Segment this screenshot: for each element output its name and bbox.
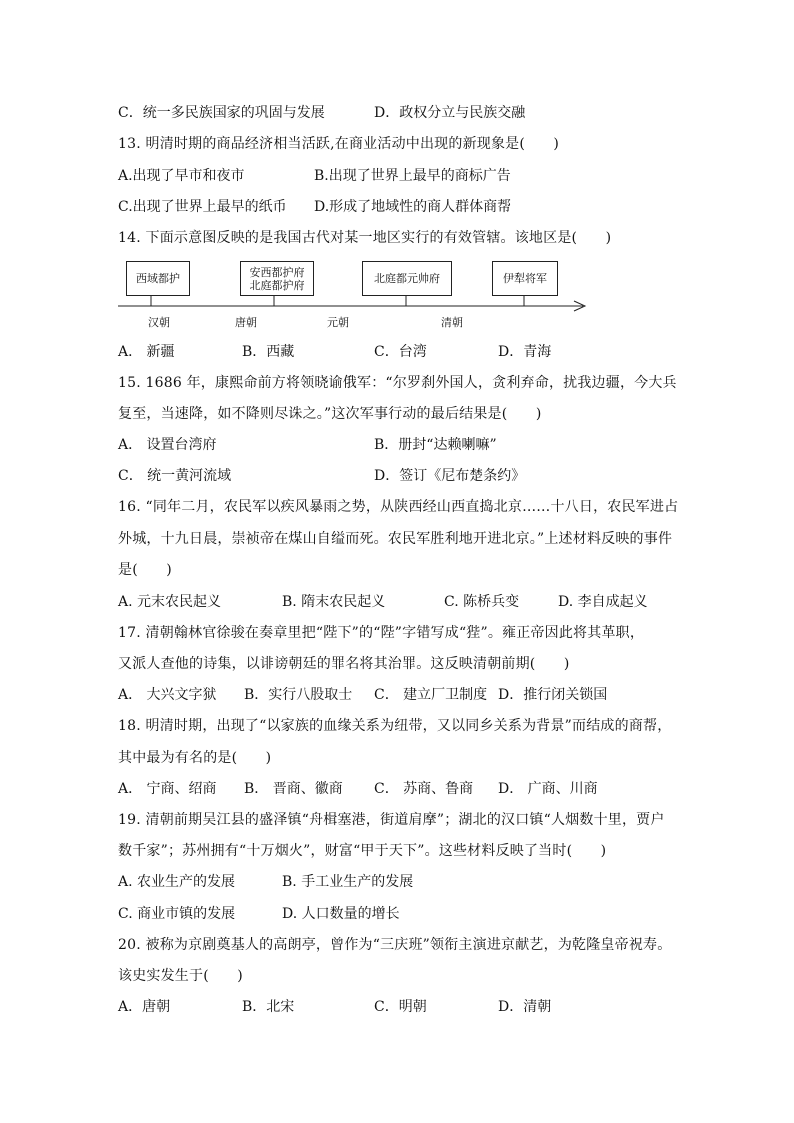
timeline-era-tang: 唐朝 bbox=[235, 316, 257, 329]
timeline-box-yuan-marshal bbox=[362, 261, 452, 296]
q17-option-b: B．实行八股取士 bbox=[244, 687, 353, 703]
q17-option-a: A． 大兴文字狱 bbox=[118, 687, 217, 703]
q13-option-d: D.形成了地域性的商人群体商帮 bbox=[314, 199, 512, 215]
q19-stem-line2: 数千家”；苏州拥有“十万烟火”，财富“甲于天下”。这些材料反映了当时( ) bbox=[118, 843, 607, 859]
q14-option-b: B．西藏 bbox=[242, 344, 295, 360]
q18-option-a: A． 宁商、绍商 bbox=[118, 781, 217, 797]
q20-option-c: C．明朝 bbox=[374, 999, 427, 1015]
q14-option-c: C．台湾 bbox=[374, 344, 427, 360]
q14-stem: 14. 下面示意图反映的是我国古代对某一地区实行的有效管辖。该地区是( ) bbox=[118, 230, 612, 246]
q16-stem-line1: 16. “同年二月，农民军以疾风暴雨之势，从陕西经山西直捣北京……十八日，农民军进占 bbox=[118, 499, 679, 515]
timeline-era-qing: 清朝 bbox=[441, 316, 463, 329]
timeline-box-western-regions bbox=[126, 261, 190, 296]
q13-option-a: A.出现了早市和夜市 bbox=[118, 168, 245, 184]
q12-option-c: C．统一多民族国家的巩固与发展 bbox=[118, 105, 325, 121]
q20-stem-line1: 20. 被称为京剧奠基人的高朗亭，曾作为“三庆班”领衔主演进京献艺，为乾隆皇帝祝寿。 bbox=[118, 937, 672, 953]
q18-stem-line2: 其中最为有名的是( ) bbox=[118, 750, 272, 766]
q17-option-d: D．推行闭关锁国 bbox=[498, 687, 608, 703]
q19-stem-line1: 19. 清朝前期吴江县的盛泽镇“舟楫塞港，街道肩摩”；湖北的汉口镇“人烟数十里，贾户 bbox=[118, 812, 665, 828]
q14-option-a: A． 新疆 bbox=[118, 344, 175, 360]
q17-stem-line1: 17. 清朝翰林官徐骏在奏章里把“陛下”的“陛”字错写成“狴”。雍正帝因此将其革职， bbox=[118, 625, 645, 641]
q16-stem-line3: 是( ) bbox=[118, 562, 172, 578]
q15-option-c: C． 统一黄河流域 bbox=[118, 468, 232, 484]
q20-option-a: A．唐朝 bbox=[118, 999, 171, 1015]
timeline-box-label: 伊犁将军 bbox=[503, 272, 547, 285]
q20-stem-line2: 该史实发生于( ) bbox=[118, 968, 243, 984]
q15-stem-line1: 15. 1686 年，康熙命前方将领晓谕俄军：“尔罗刹外国人，贪利弃命，扰我边疆，今大兵 bbox=[118, 375, 677, 391]
timeline-box-label: 西域都护 bbox=[136, 272, 180, 285]
q16-option-c: C. 陈桥兵变 bbox=[444, 594, 520, 610]
q18-option-c: C． 苏商、鲁商 bbox=[374, 781, 474, 797]
q15-stem-line2: 复至，当速降，如不降则尽诛之。”这次军事行动的最后结果是( ) bbox=[118, 406, 542, 422]
q13-option-c: C.出现了世界上最早的纸币 bbox=[118, 199, 287, 215]
q14-timeline-diagram bbox=[118, 258, 598, 330]
timeline-box-tang-protectorates bbox=[240, 261, 314, 296]
q12-option-d: D．政权分立与民族交融 bbox=[374, 105, 526, 121]
q18-option-b: B． 晋商、徽商 bbox=[244, 781, 343, 797]
q14-option-d: D．青海 bbox=[498, 344, 552, 360]
q19-option-a: A. 农业生产的发展 bbox=[118, 874, 236, 890]
q16-stem-line2: 外城，十九日晨，崇祯帝在煤山自缢而死。农民军胜利地开进北京。”上述材料反映的事件 bbox=[118, 531, 673, 547]
q19-option-d: D. 人口数量的增长 bbox=[282, 906, 400, 922]
q16-option-a: A. 元末农民起义 bbox=[118, 594, 222, 610]
timeline-box-label-line1: 安西都护府 bbox=[249, 265, 305, 279]
timeline-box-label-line2: 北庭都护府 bbox=[249, 278, 305, 292]
q19-option-b: B. 手工业生产的发展 bbox=[282, 874, 414, 890]
q13-stem: 13. 明清时期的商品经济相当活跃,在商业活动中出现的新现象是( ) bbox=[118, 136, 560, 152]
timeline-era-yuan: 元朝 bbox=[327, 316, 349, 329]
q15-option-a: A． 设置台湾府 bbox=[118, 437, 217, 453]
q16-option-b: B. 隋末农民起义 bbox=[282, 594, 386, 610]
q15-option-d: D．签订《尼布楚条约》 bbox=[374, 468, 526, 484]
timeline-box-label: 北庭都元帅府 bbox=[374, 272, 440, 285]
q17-option-c: C． 建立厂卫制度 bbox=[374, 687, 488, 703]
q13-option-b: B.出现了世界上最早的商标广告 bbox=[314, 168, 511, 184]
q15-option-b: B．册封“达赖喇嘛” bbox=[374, 437, 497, 453]
q16-option-d: D. 李自成起义 bbox=[558, 594, 648, 610]
q19-option-c: C. 商业市镇的发展 bbox=[118, 906, 236, 922]
q18-option-d: D． 广商、川商 bbox=[498, 781, 598, 797]
q20-option-d: D．清朝 bbox=[498, 999, 552, 1015]
timeline-box-ili-general bbox=[492, 261, 558, 296]
timeline-era-han: 汉朝 bbox=[148, 316, 170, 329]
q18-stem-line1: 18. 明清时期，出现了“以家族的血缘关系为纽带，又以同乡关系为背景”而结成的商帮， bbox=[118, 718, 672, 734]
q20-option-b: B．北宋 bbox=[242, 999, 295, 1015]
q17-stem-line2: 又派人查他的诗集，以诽谤朝廷的罪名将其治罪。这反映清朝前期( ) bbox=[118, 656, 570, 672]
